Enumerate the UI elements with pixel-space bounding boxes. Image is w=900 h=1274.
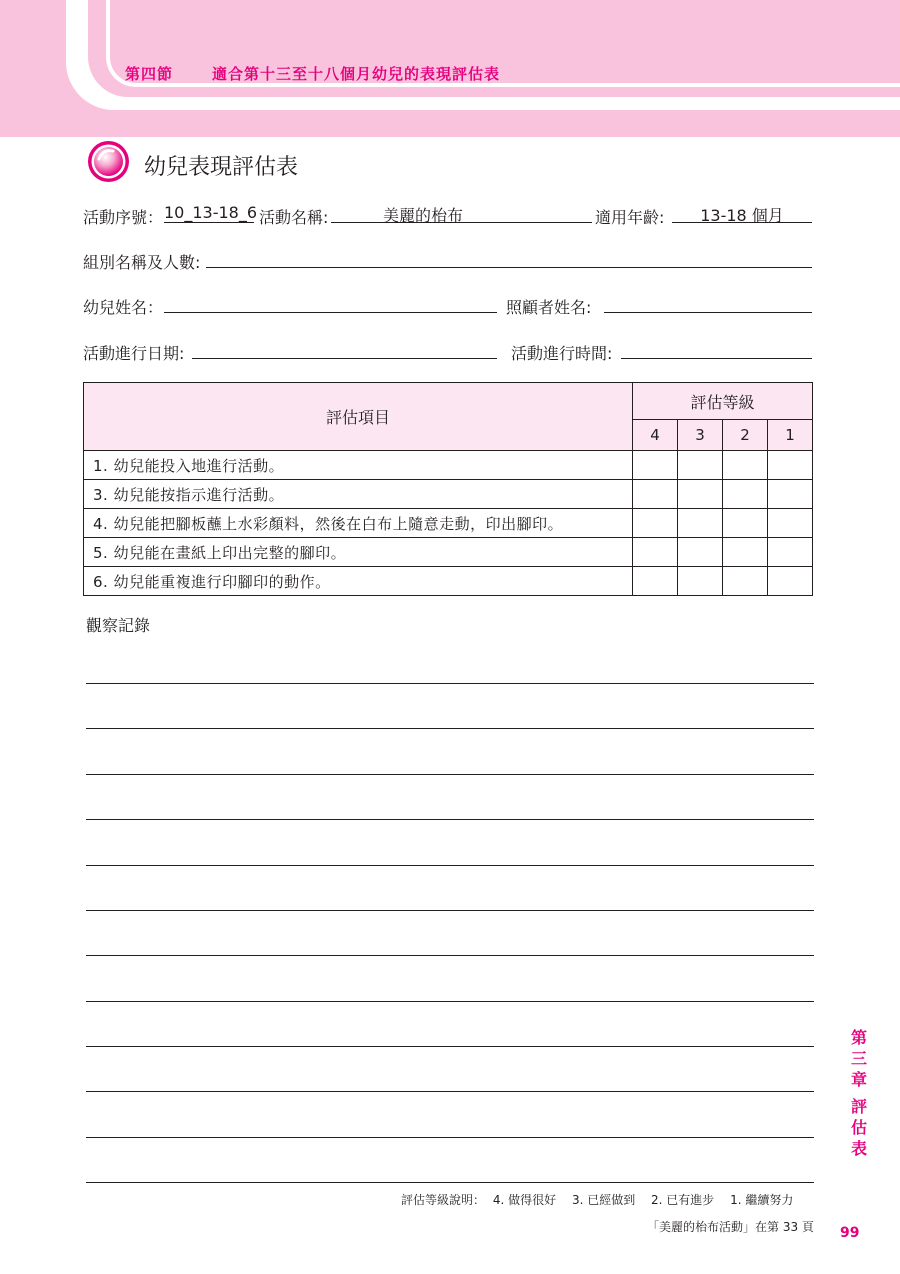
observation-line[interactable] [86, 1046, 814, 1047]
grade-cell[interactable] [768, 480, 813, 509]
legend-item: 4. 做得很好 [492, 1193, 557, 1207]
activity-name-field[interactable]: 美麗的枱布 [331, 203, 592, 223]
grade-2-header: 2 [723, 420, 768, 451]
grade-cell[interactable] [633, 567, 678, 596]
page-reference: 「美麗的枱布活動」在第 33 頁 [647, 1220, 814, 1234]
grade-cell[interactable] [633, 509, 678, 538]
observation-line[interactable] [86, 865, 814, 866]
carer-name-field[interactable] [604, 293, 812, 313]
observation-label: 觀察記錄 [86, 616, 151, 635]
age-field[interactable]: 13-18 個月 [672, 203, 812, 223]
observation-line[interactable] [86, 1091, 814, 1092]
grade-cell[interactable] [678, 480, 723, 509]
grade-cell[interactable] [723, 451, 768, 480]
grade-cell[interactable] [633, 451, 678, 480]
chapter-name: 評 估 表 [850, 1097, 867, 1158]
time-label: 活動進行時間: [511, 344, 613, 363]
activity-no-label: 活動序號： [83, 208, 164, 227]
section-title: 適合第十三至十八個月幼兒的表現評估表 [212, 65, 501, 83]
assessment-item: 5. 幼兒能在畫紙上印出完整的腳印。 [84, 538, 633, 567]
page-title: 幼兒表現評估表 [144, 155, 299, 180]
pink-circle-icon [87, 140, 130, 183]
group-label: 組別名稱及人數: [83, 253, 201, 272]
observation-line[interactable] [86, 1001, 814, 1002]
child-name-field[interactable] [164, 293, 497, 313]
grade-cell[interactable] [723, 538, 768, 567]
grade-3-header: 3 [678, 420, 723, 451]
carer-name-label: 照顧者姓名: [506, 298, 592, 317]
assessment-item: 1. 幼兒能投入地進行活動。 [84, 451, 633, 480]
table-row [84, 480, 813, 509]
grade-cell[interactable] [633, 480, 678, 509]
grade-4-header: 4 [633, 420, 678, 451]
assessment-item-header: 評估項目 [84, 383, 633, 451]
grade-cell[interactable] [678, 509, 723, 538]
table-row [84, 538, 813, 567]
table-row [84, 567, 813, 596]
legend-item: 3. 已經做到 [571, 1193, 636, 1207]
legend-title: 評估等級說明： [401, 1193, 486, 1207]
observation-line[interactable] [86, 683, 814, 684]
grade-cell[interactable] [633, 538, 678, 567]
table-row [84, 451, 813, 480]
assessment-item: 6. 幼兒能重複進行印腳印的動作。 [84, 567, 633, 596]
activity-name-label: 活動名稱: [259, 208, 329, 227]
legend-item: 1. 繼續努力 [730, 1193, 794, 1207]
grade-cell[interactable] [678, 538, 723, 567]
chapter-label: 第 三 章 [850, 1028, 867, 1089]
page-number: 99 [840, 1225, 860, 1241]
group-field[interactable] [206, 248, 812, 268]
grade-cell[interactable] [723, 480, 768, 509]
time-field[interactable] [621, 339, 812, 359]
date-field[interactable] [192, 339, 497, 359]
grade-cell[interactable] [723, 567, 768, 596]
legend-item: 2. 已有進步 [651, 1193, 715, 1207]
observation-line[interactable] [86, 1182, 814, 1183]
observation-line[interactable] [86, 774, 814, 775]
grade-cell[interactable] [723, 509, 768, 538]
observation-line[interactable] [86, 910, 814, 911]
observation-line[interactable] [86, 728, 814, 729]
grade-1-header: 1 [768, 420, 813, 451]
grade-cell[interactable] [768, 538, 813, 567]
observation-line[interactable] [86, 1137, 814, 1138]
section-label: 第四節 [125, 65, 174, 83]
grade-cell[interactable] [768, 451, 813, 480]
grade-legend [401, 1191, 805, 1208]
activity-no-field[interactable]: 10_13-18_6 [164, 203, 258, 222]
observation-line[interactable] [86, 955, 814, 956]
age-label: 適用年齡: [595, 208, 665, 227]
assessment-item: 4. 幼兒能把腳板蘸上水彩顏料，然後在白布上隨意走動，印出腳印。 [84, 509, 633, 538]
grade-cell[interactable] [768, 567, 813, 596]
grade-cell[interactable] [768, 509, 813, 538]
assessment-table [83, 382, 813, 596]
date-label: 活動進行日期: [83, 344, 185, 363]
grade-header: 評估等級 [633, 383, 813, 420]
observation-line[interactable] [86, 819, 814, 820]
table-row [84, 509, 813, 538]
grade-cell[interactable] [678, 567, 723, 596]
assessment-item: 3. 幼兒能按指示進行活動。 [84, 480, 633, 509]
child-name-label: 幼兒姓名： [83, 298, 164, 317]
grade-cell[interactable] [678, 451, 723, 480]
